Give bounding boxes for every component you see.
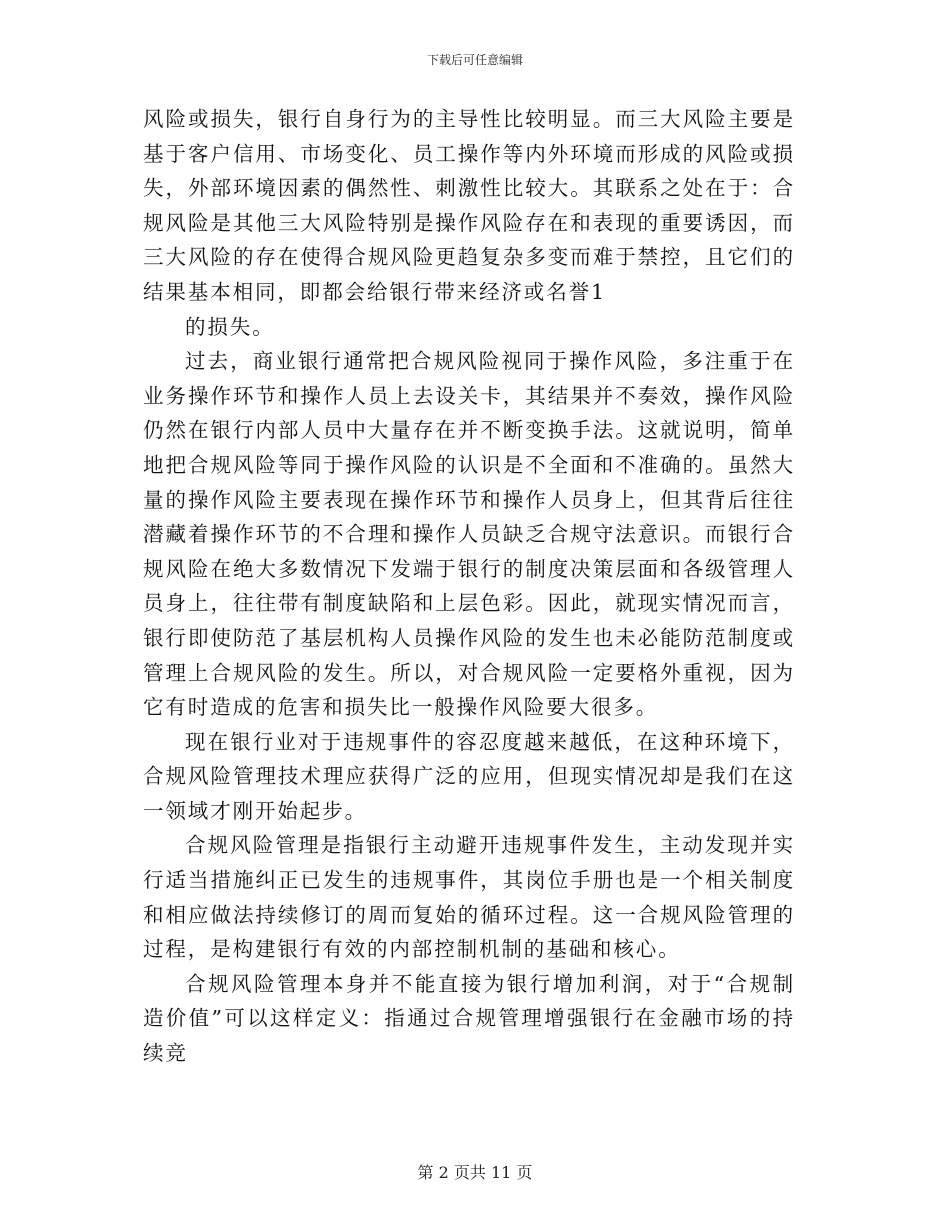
paragraph-3: 过去，商业银行通常把合规风险视同于操作风险，多注重于在业务操作环节和操作人员上去设关卡，其结果并不奏效，操作风险仍然在银行内部人员中大量存在并不断变换手法。这就说明，简单地把合规风险等同于操作风险的认识是不全面和不准确的。虽然大量的操作风险主要表现在操作环节和操作人员身上，但其背后往往潜藏着操作环节的不合理和操作人员缺乏合规守法意识。而银行合规风险在绝大多数情况下发端于银行的制度决策层面和各级管理人员身上，往往带有制度缺陷和上层色彩。因此，就现实情况而言，银行即使防范了基层机构人员操作风险的发生也未必能防范制度或管理上合规风险的发生。所以，对合规风险一定要格外重视，因为它有时造成的危害和损失比一般操作风险要大很多。 <box>143 349 795 720</box>
paragraph-5: 合规风险管理是指银行主动避开违规事件发生，主动发现并实行适当措施纠正已发生的违规事件，其岗位手册也是一个相关制度和相应做法持续修订的周而复始的循环过程。这一合规风险管理的过程，是构建银行有效的内部控制机制的基础和核心。 <box>143 833 795 962</box>
paragraph-1: 风险或损失，银行自身行为的主导性比较明显。而三大风险主要是基于客户信用、市场变化、员工操作等内外环境而形成的风险或损失，外部环境因素的偶然性、刺激性比较大。其联系之处在于：合规风险是其他三大风险特别是操作风险存在和表现的重要诱因，而三大风险的存在使得合规风险更趋复杂多变而难于禁控，且它们的结果基本相同，即都会给银行带来经济或名誉1 <box>143 107 795 304</box>
paragraph-6: 合规风险管理本身并不能直接为银行增加利润，对于“合规制造价值”可以这样定义：指通过合规管理增强银行在金融市场的持续竞 <box>143 971 795 1066</box>
page-header-note: 下载后可任意编辑 <box>426 53 523 67</box>
paragraph-2: 的损失。 <box>185 314 275 339</box>
document-body <box>143 102 795 1071</box>
page-number-footer: 第 2 页共 11 页 <box>417 1163 533 1182</box>
paragraph-4: 现在银行业对于违规事件的容忍度越来越低，在这种环境下，合规风险管理技术理应获得广泛的应用，但现实情况却是我们在这一领域才刚开始起步。 <box>143 729 795 823</box>
